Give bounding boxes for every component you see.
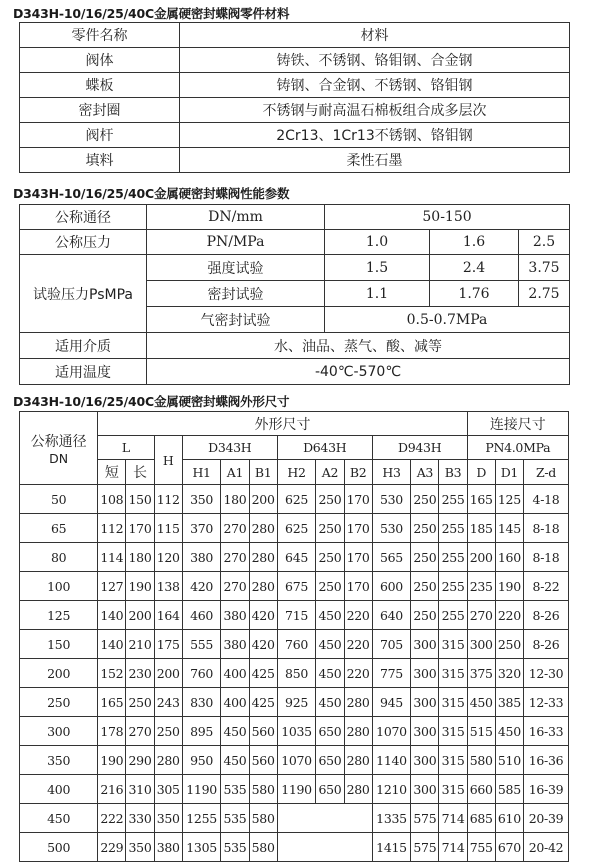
- dimension-cell: 4-18: [523, 485, 568, 514]
- dimension-cell: 180: [126, 543, 154, 572]
- strength-value: 2.4: [430, 255, 519, 281]
- dimension-cell: 16-33: [523, 717, 568, 746]
- seal-test-label: 密封试验: [147, 281, 325, 307]
- pn-unit: PN/MPa: [147, 230, 325, 255]
- table-row: [20, 123, 570, 148]
- dimension-cell: 300: [411, 688, 439, 717]
- dimension-cell: 305: [154, 775, 182, 804]
- dimension-cell: 250: [411, 485, 439, 514]
- dimension-cell: 255: [439, 485, 467, 514]
- dimension-cell: 420: [249, 601, 277, 630]
- dimension-cell: 350: [154, 804, 182, 833]
- table-row: [20, 804, 569, 833]
- dimension-cell: 670: [495, 833, 523, 862]
- dimension-cell: 255: [439, 514, 467, 543]
- sub-header: B1: [249, 460, 277, 485]
- dimension-cell: 280: [344, 746, 372, 775]
- dn-cell: 350: [20, 746, 98, 775]
- dimension-cell: 640: [372, 601, 411, 630]
- dimension-cell: 450: [467, 688, 495, 717]
- dimension-cell: 160: [495, 543, 523, 572]
- sub-header: H2: [277, 460, 316, 485]
- dimension-cell: 760: [277, 630, 316, 659]
- dimension-cell: 300: [411, 717, 439, 746]
- dimension-cell: 164: [154, 601, 182, 630]
- dimension-cell: 315: [439, 659, 467, 688]
- parts-table-title: D343H-10/16/25/40C金属硬密封蝶阀零件材料: [13, 6, 290, 21]
- table-row: [20, 485, 569, 514]
- table-row: [20, 543, 569, 572]
- dimension-cell: 510: [495, 746, 523, 775]
- dimension-cell: 380: [221, 601, 249, 630]
- sub-header: H1: [182, 460, 221, 485]
- dimension-cell: 20-39: [523, 804, 568, 833]
- part-name-cell: 填料: [20, 148, 180, 173]
- dimension-cell: 535: [221, 775, 249, 804]
- dimension-cell: 315: [439, 688, 467, 717]
- dimension-cell: 200: [467, 543, 495, 572]
- dimension-cell: 112: [154, 485, 182, 514]
- dimension-cell: 220: [344, 630, 372, 659]
- dimension-cell: 280: [344, 775, 372, 804]
- dimension-cell: 950: [182, 746, 221, 775]
- dimension-cell: 220: [495, 601, 523, 630]
- table-row: [20, 98, 570, 123]
- dimension-cell: 250: [411, 601, 439, 630]
- dimension-cell: 830: [182, 688, 221, 717]
- dimension-cell: 350: [182, 485, 221, 514]
- dimension-cell: 127: [98, 572, 126, 601]
- part-name-cell: 蝶板: [20, 73, 180, 98]
- l-header: L: [98, 436, 154, 460]
- dimension-cell: 8-18: [523, 514, 568, 543]
- table-row: [20, 775, 569, 804]
- dimension-cell: 185: [467, 514, 495, 543]
- pn-value: 1.6: [430, 230, 519, 255]
- dimension-cell: 165: [467, 485, 495, 514]
- dimension-cell: 575: [411, 804, 439, 833]
- dimension-cell: 250: [316, 543, 344, 572]
- dn-cell: 400: [20, 775, 98, 804]
- dimension-cell: 450: [316, 659, 344, 688]
- dimension-cell: 585: [495, 775, 523, 804]
- dimension-cell: 1210: [372, 775, 411, 804]
- table-row: [20, 659, 569, 688]
- dimension-cell: 220: [344, 659, 372, 688]
- dimension-cell: 114: [98, 543, 126, 572]
- dn-cell: 100: [20, 572, 98, 601]
- material-cell: 铸钢、合金钢、不锈钢、铬钼钢: [180, 73, 570, 98]
- dn-cell: 200: [20, 659, 98, 688]
- dimension-cell: 235: [467, 572, 495, 601]
- sub-header: A1: [221, 460, 249, 485]
- dimension-cell: 610: [495, 804, 523, 833]
- part-name-cell: 阀体: [20, 48, 180, 73]
- dimension-cell: 530: [372, 485, 411, 514]
- dimension-cell: 580: [249, 833, 277, 862]
- air-seal-test-label: 气密封试验: [147, 307, 325, 333]
- dimension-cell: 555: [182, 630, 221, 659]
- dimension-cell: 645: [277, 543, 316, 572]
- dimension-cell: 270: [467, 601, 495, 630]
- dimension-cell: 20-42: [523, 833, 568, 862]
- dimension-cell: 650: [316, 717, 344, 746]
- dimension-cell: 8-26: [523, 630, 568, 659]
- performance-table: [19, 204, 570, 385]
- dimension-cell: 125: [495, 485, 523, 514]
- air-seal-value: 0.5-0.7MPa: [325, 307, 570, 333]
- dimension-cell: 138: [154, 572, 182, 601]
- dimension-cell: 290: [126, 746, 154, 775]
- temperature-label: 适用温度: [20, 359, 147, 385]
- dn-cell: 150: [20, 630, 98, 659]
- dn-range: 50-150: [325, 205, 570, 230]
- pn-value: 1.0: [325, 230, 430, 255]
- sub-header: B2: [344, 460, 372, 485]
- dimension-cell: 270: [126, 717, 154, 746]
- dimension-cell: 320: [495, 659, 523, 688]
- dimension-cell: 140: [98, 601, 126, 630]
- d943h-header: D943H: [372, 436, 467, 460]
- dimension-cell: 315: [439, 717, 467, 746]
- dimension-cell: 1070: [372, 717, 411, 746]
- dimension-cell: 380: [221, 630, 249, 659]
- perf-table-title: D343H-10/16/25/40C金属硬密封蝶阀性能参数: [13, 186, 290, 201]
- outline-dim-header: 外形尺寸: [98, 412, 467, 436]
- table-row: [20, 572, 569, 601]
- dimension-cell: 108: [98, 485, 126, 514]
- dn-cell: 125: [20, 601, 98, 630]
- dimension-cell: 300: [411, 746, 439, 775]
- dimension-cell: 945: [372, 688, 411, 717]
- dimension-cell: 229: [98, 833, 126, 862]
- dimension-cell: 250: [411, 514, 439, 543]
- dimension-cell: 190: [495, 572, 523, 601]
- dn-header-line1: 公称通径: [30, 433, 87, 450]
- seal-value: 1.1: [325, 281, 430, 307]
- dimension-cell: 8-18: [523, 543, 568, 572]
- dimension-cell: 895: [182, 717, 221, 746]
- dn-label: 公称通径: [20, 205, 147, 230]
- dimension-cell: 170: [344, 543, 372, 572]
- dimension-cell: 330: [126, 804, 154, 833]
- h-header: H: [154, 436, 182, 485]
- dimension-cell: 650: [316, 746, 344, 775]
- dimension-cell: 1190: [182, 775, 221, 804]
- dimension-cell: 300: [467, 630, 495, 659]
- dimension-cell: 315: [439, 775, 467, 804]
- dimension-cell: 190: [98, 746, 126, 775]
- dimension-cell: 250: [316, 514, 344, 543]
- table-row: [20, 717, 569, 746]
- dimension-cell: 140: [98, 630, 126, 659]
- table-row: [20, 148, 570, 173]
- dimension-cell: 575: [411, 833, 439, 862]
- dimension-cell: 1335: [372, 804, 411, 833]
- dimension-cell: 243: [154, 688, 182, 717]
- medium-value: 水、油品、蒸气、酸、减等: [147, 333, 570, 359]
- strength-value: 3.75: [519, 255, 570, 281]
- seal-value: 1.76: [430, 281, 519, 307]
- dimension-cell: 216: [98, 775, 126, 804]
- dimension-cell: 370: [182, 514, 221, 543]
- dimension-cell: 250: [411, 572, 439, 601]
- dimension-cell: 270: [221, 572, 249, 601]
- empty-cell: [277, 833, 372, 862]
- dimension-cell: 250: [154, 717, 182, 746]
- dimension-cell: 255: [439, 601, 467, 630]
- dn-header-line2: DN: [49, 450, 69, 466]
- d343h-header: D343H: [182, 436, 277, 460]
- material-cell: 柔性石墨: [180, 148, 570, 173]
- dimension-cell: 190: [126, 572, 154, 601]
- dimension-cell: 315: [439, 746, 467, 775]
- table-row: [20, 48, 570, 73]
- temperature-value: -40℃-570℃: [147, 359, 570, 385]
- dimension-cell: 400: [221, 688, 249, 717]
- strength-test-label: 强度试验: [147, 255, 325, 281]
- dimension-cell: 16-36: [523, 746, 568, 775]
- dn-cell: 50: [20, 485, 98, 514]
- connect-dim-header: 连接尺寸: [467, 412, 568, 436]
- dimension-cell: 270: [221, 543, 249, 572]
- sub-header: Z-d: [523, 460, 568, 485]
- dimension-cell: 280: [344, 688, 372, 717]
- dimension-cell: 12-30: [523, 659, 568, 688]
- dimension-cell: 660: [467, 775, 495, 804]
- dimension-cell: 400: [221, 659, 249, 688]
- dimension-cell: 300: [411, 630, 439, 659]
- dimension-cell: 175: [154, 630, 182, 659]
- medium-label: 适用介质: [20, 333, 147, 359]
- table-row: [20, 601, 569, 630]
- dimension-cell: 515: [467, 717, 495, 746]
- dimension-cell: 715: [277, 601, 316, 630]
- material-header: 材料: [180, 23, 570, 48]
- dimension-cell: 380: [182, 543, 221, 572]
- dimension-cell: 222: [98, 804, 126, 833]
- short-header: 短: [98, 460, 126, 485]
- dimension-cell: 255: [439, 572, 467, 601]
- empty-cell: [277, 804, 372, 833]
- dimension-cell: 250: [126, 688, 154, 717]
- strength-value: 1.5: [325, 255, 430, 281]
- dimension-cell: 150: [126, 485, 154, 514]
- dimension-cell: 580: [249, 775, 277, 804]
- dimension-cell: 350: [126, 833, 154, 862]
- dimension-cell: 170: [344, 572, 372, 601]
- dimension-cell: 255: [439, 543, 467, 572]
- dimension-cell: 145: [495, 514, 523, 543]
- dimension-cell: 714: [439, 804, 467, 833]
- sub-header: H3: [372, 460, 411, 485]
- dimension-cell: 425: [249, 659, 277, 688]
- dimension-cell: 450: [495, 717, 523, 746]
- dimension-cell: 8-26: [523, 601, 568, 630]
- dimension-cell: 535: [221, 833, 249, 862]
- dimension-cell: 200: [154, 659, 182, 688]
- parts-materials-table: [19, 22, 570, 173]
- table-row: [20, 73, 570, 98]
- dn-cell: 300: [20, 717, 98, 746]
- dimension-cell: 12-33: [523, 688, 568, 717]
- dn-cell: 250: [20, 688, 98, 717]
- dimension-cell: 315: [439, 630, 467, 659]
- dimension-cell: 535: [221, 804, 249, 833]
- dimension-cell: 755: [467, 833, 495, 862]
- sub-header: D1: [495, 460, 523, 485]
- dimension-cell: 165: [98, 688, 126, 717]
- dimension-cell: 1140: [372, 746, 411, 775]
- dimension-cell: 650: [316, 775, 344, 804]
- table-row: [20, 688, 569, 717]
- dimension-cell: 170: [344, 485, 372, 514]
- dimension-cell: 250: [495, 630, 523, 659]
- part-name-cell: 密封圈: [20, 98, 180, 123]
- dimension-cell: 375: [467, 659, 495, 688]
- dimension-cell: 250: [316, 572, 344, 601]
- dimension-cell: 1305: [182, 833, 221, 862]
- dimension-cell: 115: [154, 514, 182, 543]
- dimension-cell: 530: [372, 514, 411, 543]
- dimension-cell: 170: [344, 514, 372, 543]
- dimension-cell: 280: [154, 746, 182, 775]
- dimension-cell: 170: [126, 514, 154, 543]
- dims-table-title: D343H-10/16/25/40C金属硬密封蝶阀外形尺寸: [13, 394, 290, 409]
- dimension-cell: 250: [316, 485, 344, 514]
- material-cell: 不锈钢与耐高温石棉板组合成多层次: [180, 98, 570, 123]
- dimension-cell: 1190: [277, 775, 316, 804]
- dimension-cell: 580: [467, 746, 495, 775]
- dimension-cell: 180: [221, 485, 249, 514]
- dimension-cell: 850: [277, 659, 316, 688]
- dimension-cell: 1070: [277, 746, 316, 775]
- dn-cell: 65: [20, 514, 98, 543]
- test-pressure-label: 试验压力PsMPa: [20, 255, 147, 333]
- dimension-cell: 1415: [372, 833, 411, 862]
- dimension-cell: 230: [126, 659, 154, 688]
- dimensions-body: [20, 485, 569, 862]
- dimension-cell: 178: [98, 717, 126, 746]
- long-header: 长: [126, 460, 154, 485]
- dimension-cell: 560: [249, 746, 277, 775]
- dimension-cell: 625: [277, 514, 316, 543]
- dimension-cell: 1035: [277, 717, 316, 746]
- sub-header: D: [467, 460, 495, 485]
- sub-header: A2: [316, 460, 344, 485]
- table-row: [20, 833, 569, 862]
- dimension-cell: 220: [344, 601, 372, 630]
- dimensions-table: [19, 411, 569, 862]
- dimension-cell: 280: [249, 543, 277, 572]
- dimension-cell: 1255: [182, 804, 221, 833]
- table-row: [20, 746, 569, 775]
- pn-value: 2.5: [519, 230, 570, 255]
- dimension-cell: 760: [182, 659, 221, 688]
- dn-cell: 500: [20, 833, 98, 862]
- dimension-cell: 425: [249, 688, 277, 717]
- part-name-cell: 阀杆: [20, 123, 180, 148]
- dimension-cell: 625: [277, 485, 316, 514]
- table-row: [20, 630, 569, 659]
- dimension-cell: 200: [249, 485, 277, 514]
- material-cell: 2Cr13、1Cr13不锈钢、铬钼钢: [180, 123, 570, 148]
- dimension-cell: 8-22: [523, 572, 568, 601]
- dimension-cell: 200: [126, 601, 154, 630]
- dimension-cell: 450: [221, 717, 249, 746]
- dimension-cell: 210: [126, 630, 154, 659]
- material-cell: 铸铁、不锈钢、铬钼钢、合金钢: [180, 48, 570, 73]
- dimension-cell: 310: [126, 775, 154, 804]
- dimension-cell: 250: [411, 543, 439, 572]
- dimension-cell: 775: [372, 659, 411, 688]
- dn-header: [20, 412, 98, 485]
- dimension-cell: 380: [154, 833, 182, 862]
- dimension-cell: 300: [411, 659, 439, 688]
- dimension-cell: 420: [182, 572, 221, 601]
- dimension-cell: 450: [316, 688, 344, 717]
- dimension-cell: 450: [316, 601, 344, 630]
- dimension-cell: 714: [439, 833, 467, 862]
- dn-cell: 450: [20, 804, 98, 833]
- dimension-cell: 450: [316, 630, 344, 659]
- dimension-cell: 685: [467, 804, 495, 833]
- dimension-cell: 385: [495, 688, 523, 717]
- table-row: [20, 514, 569, 543]
- dimension-cell: 300: [411, 775, 439, 804]
- pn-label: 公称压力: [20, 230, 147, 255]
- dimension-cell: 565: [372, 543, 411, 572]
- dimension-cell: 925: [277, 688, 316, 717]
- dimension-cell: 120: [154, 543, 182, 572]
- dimension-cell: 560: [249, 717, 277, 746]
- dimension-cell: 450: [221, 746, 249, 775]
- dimension-cell: 280: [249, 514, 277, 543]
- dimension-cell: 675: [277, 572, 316, 601]
- dimension-cell: 705: [372, 630, 411, 659]
- seal-value: 2.75: [519, 281, 570, 307]
- pn-header: PN4.0MPa: [467, 436, 568, 460]
- dimension-cell: 280: [344, 717, 372, 746]
- dn-unit: DN/mm: [147, 205, 325, 230]
- parts-header-row: [20, 23, 570, 48]
- dimension-cell: 580: [249, 804, 277, 833]
- dimension-cell: 420: [249, 630, 277, 659]
- part-name-header: 零件名称: [20, 23, 180, 48]
- dimension-cell: 280: [249, 572, 277, 601]
- dn-cell: 80: [20, 543, 98, 572]
- dimension-cell: 600: [372, 572, 411, 601]
- dimension-cell: 460: [182, 601, 221, 630]
- dimension-cell: 270: [221, 514, 249, 543]
- sub-header: A3: [411, 460, 439, 485]
- sub-header: B3: [439, 460, 467, 485]
- dimension-cell: 112: [98, 514, 126, 543]
- d643h-header: D643H: [277, 436, 372, 460]
- dimension-cell: 152: [98, 659, 126, 688]
- dimension-cell: 16-39: [523, 775, 568, 804]
